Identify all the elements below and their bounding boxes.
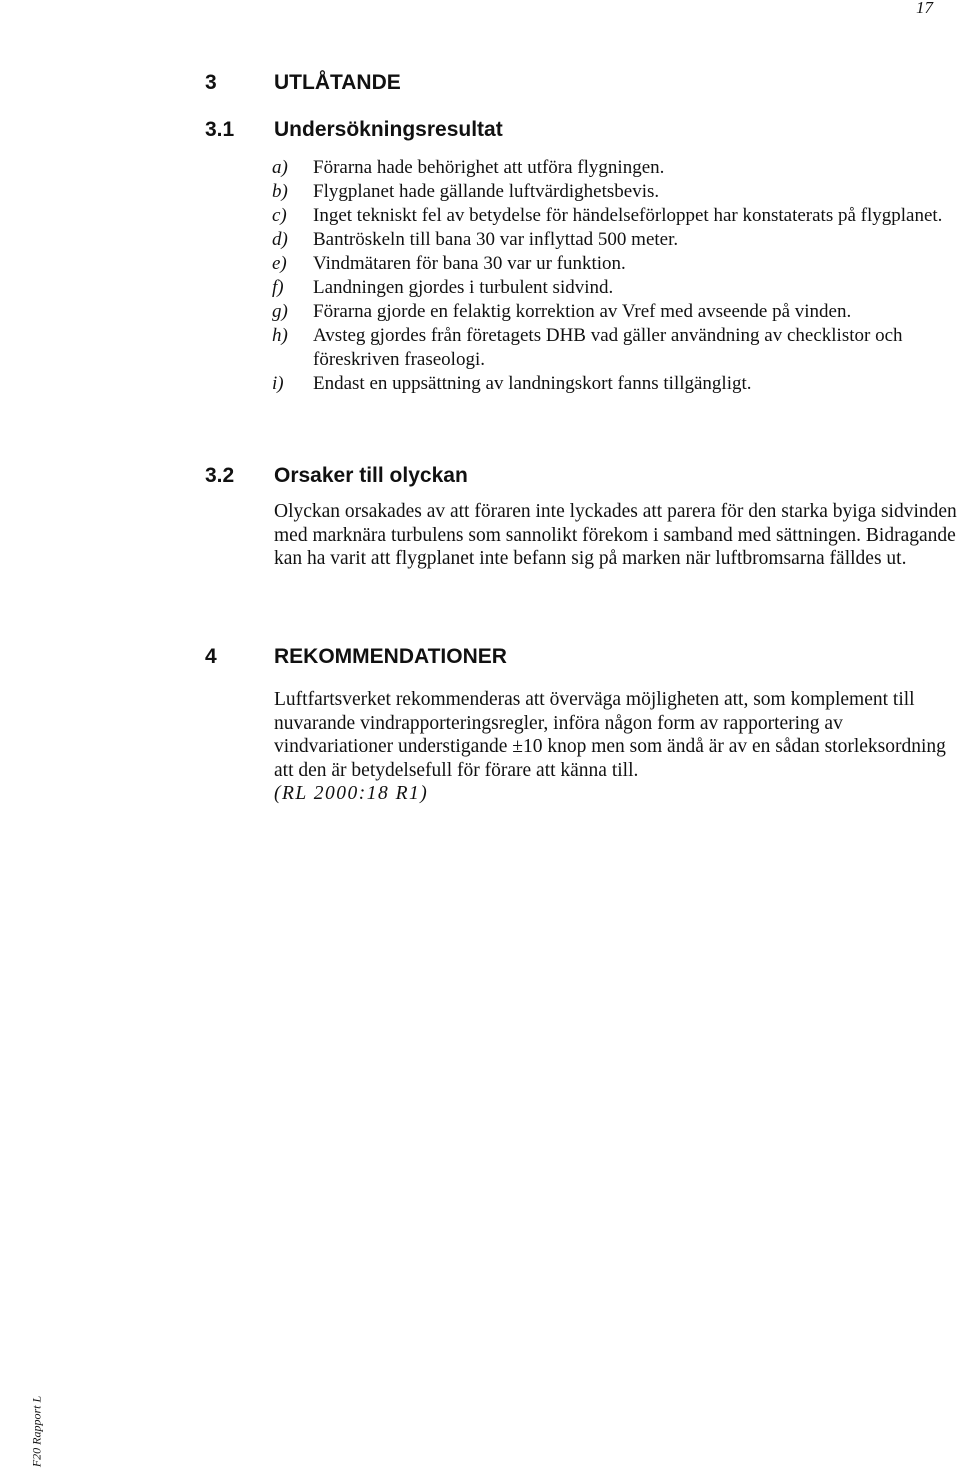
list-item xyxy=(272,180,960,204)
list-item-text: Förarna gjorde en felaktig korrektion av Vref med avseende på vinden. xyxy=(313,301,852,322)
side-footer-label: F20 Rapport L xyxy=(29,1395,44,1468)
list-item-letter: c) xyxy=(272,205,287,226)
list-item-text: Inget tekniskt fel av betydelse för händelseförloppet har konstaterats på flygplanet. xyxy=(313,205,943,226)
section-3-1-title: Undersökningsresultat xyxy=(274,118,503,141)
list-item xyxy=(272,156,960,180)
findings-list xyxy=(272,156,960,396)
page-number: 17 xyxy=(916,0,933,17)
list-item-letter: f) xyxy=(272,277,284,298)
section-3-heading xyxy=(205,70,401,96)
section-3-1-heading xyxy=(205,117,503,143)
list-item xyxy=(272,204,960,228)
section-3-2-heading xyxy=(205,463,468,489)
section-3-1-number: 3.1 xyxy=(205,118,235,141)
list-item xyxy=(272,252,960,276)
list-item xyxy=(272,300,960,324)
cause-paragraph: Olyckan orsakades av att föraren inte lyckades att parera för den starka byiga sidvinden med marknära turbulens som sannolikt förekom i samband med sättningen. Bidragande kan ha varit att flygplanet inte befann sig på marken när luftbromsarna fälldes ut. xyxy=(274,501,957,569)
list-item-text: Flygplanet hade gällande luftvärdighetsbevis. xyxy=(313,181,660,202)
list-item-letter: b) xyxy=(272,181,288,202)
recommendation-reference: (RL 2000:18 R1) xyxy=(274,783,429,804)
list-item xyxy=(272,372,960,396)
list-item xyxy=(272,228,960,252)
list-item-letter: h) xyxy=(272,325,288,346)
section-3-2-title: Orsaker till olyckan xyxy=(274,464,468,487)
list-item xyxy=(272,324,960,372)
section-3-number: 3 xyxy=(205,71,217,94)
list-item-text: Endast en uppsättning av landningskort fanns tillgängligt. xyxy=(313,373,752,394)
section-3-2-number: 3.2 xyxy=(205,464,235,487)
list-item xyxy=(272,276,960,300)
list-item-text: Förarna hade behörighet att utföra flygningen. xyxy=(313,157,665,178)
list-item-letter: d) xyxy=(272,229,288,250)
list-item-letter: e) xyxy=(272,253,287,274)
section-4-heading xyxy=(205,644,507,670)
list-item-letter: i) xyxy=(272,373,284,394)
list-item-letter: g) xyxy=(272,301,288,322)
recommendation-paragraph: Luftfartsverket rekommenderas att överväga möjligheten att, som komplement till nuvarande vindrapporteringsregler, införa någon form av rapportering av vindvariationer understigande ±10 knop men som ändå är av en sådan storleksordning att den är betydelsefull för förare att känna till. xyxy=(274,689,946,781)
section-4-title: REKOMMENDATIONER xyxy=(274,645,507,668)
recommendation-block xyxy=(274,688,960,806)
list-item-text: Vindmätaren för bana 30 var ur funktion. xyxy=(313,253,626,274)
list-item-text: Bantröskeln till bana 30 var inflyttad 500 meter. xyxy=(313,229,679,250)
list-item-letter: a) xyxy=(272,157,288,178)
list-item-text: Avsteg gjordes från företagets DHB vad gäller användning av checklistor och föreskriven fraseologi. xyxy=(313,325,903,370)
section-4-number: 4 xyxy=(205,645,217,668)
section-3-title: UTLÅTANDE xyxy=(274,71,401,94)
list-item-text: Landningen gjordes i turbulent sidvind. xyxy=(313,277,614,298)
